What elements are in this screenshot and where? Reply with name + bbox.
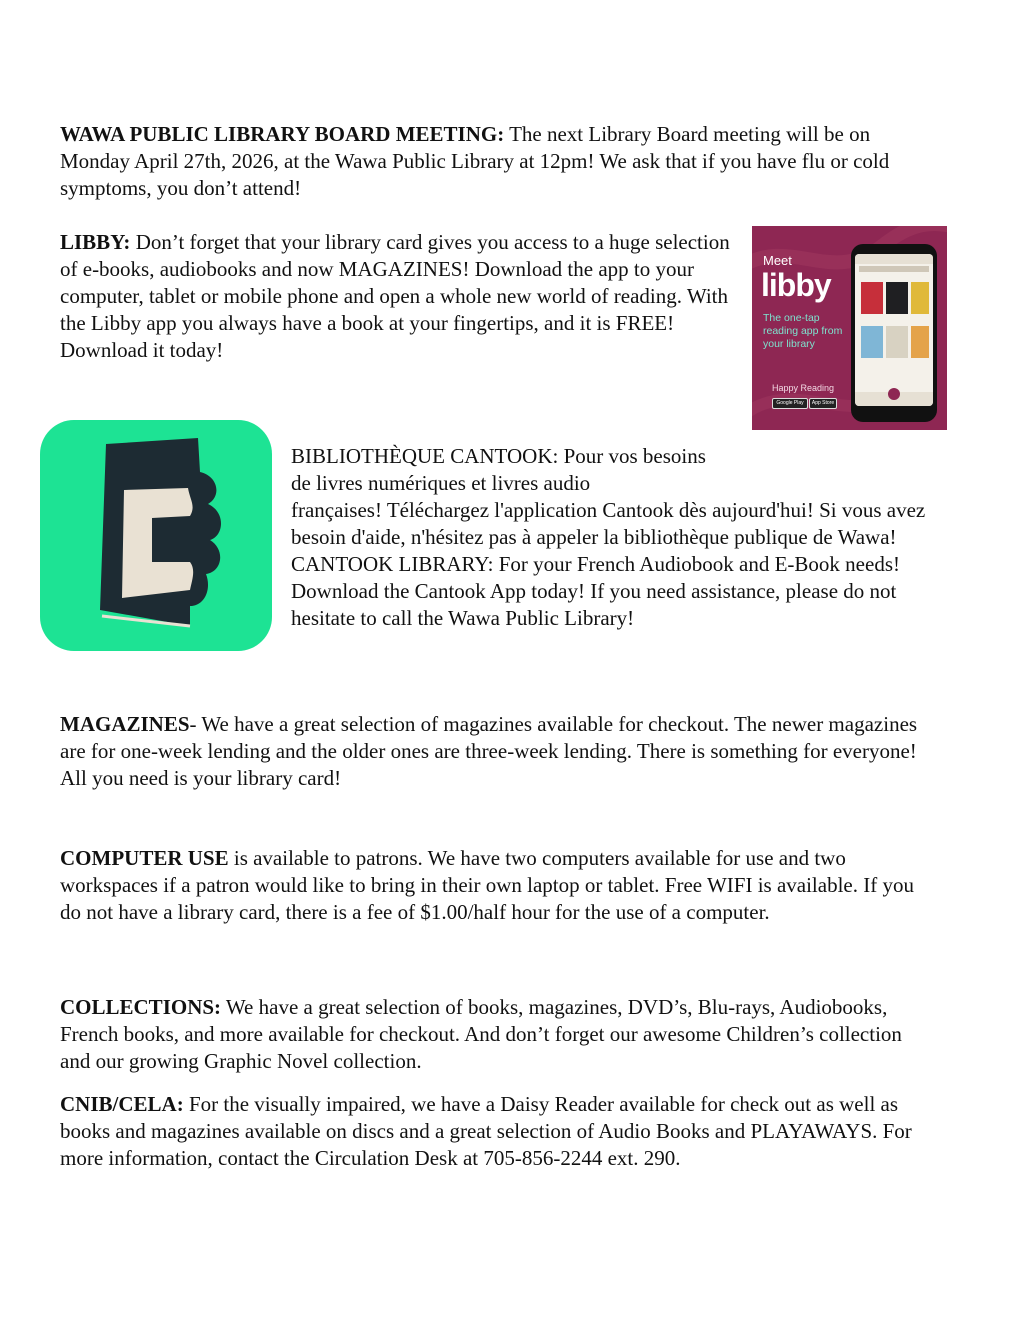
- magazines-heading: MAGAZINES: [60, 712, 190, 736]
- phone-screen: [855, 254, 933, 406]
- cnib-heading: CNIB/CELA:: [60, 1092, 184, 1116]
- cantook-app-icon: [40, 420, 272, 651]
- cantook-section: [291, 443, 931, 632]
- book-cover-icon: [911, 282, 929, 314]
- libby-text: Don’t forget that your library card gives you access to a huge selection of e-books, audiobooks and now MAGAZINES! Download the app to your computer, tablet or mobile phone and open a whole new world of reading. With the Libby app you always have a book at your fingertips, and it is FREE! Download it today!: [60, 230, 730, 362]
- cnib-text: For the visually impaired, we have a Daisy Reader available for check out as well as books and magazines available on discs and a great selection of Audio Books and PLAYAWAYS. For more information, contact the Circulation Desk at 705-856-2244 ext. 290.: [60, 1092, 912, 1170]
- ad-brand-logo: libby: [761, 267, 831, 303]
- computer-use-paragraph: [60, 845, 930, 926]
- cnib-paragraph: [60, 1091, 930, 1172]
- libby-ad-image: [752, 226, 947, 430]
- app-store-badge: App Store: [809, 398, 837, 409]
- computer-use-heading: COMPUTER USE: [60, 846, 229, 870]
- cantook-french-heading: BIBLIOTHÈQUE CANTOOK: Pour vos besoins de livres numériques et livres audio: [291, 444, 706, 495]
- collections-heading: COLLECTIONS:: [60, 995, 222, 1019]
- book-cover-icon: [886, 282, 908, 314]
- book-cover-icon: [861, 282, 883, 314]
- book-cover-icon: [861, 326, 883, 358]
- magazines-section: [60, 711, 940, 792]
- google-play-badge: Google Play: [772, 398, 808, 409]
- cantook-english-text: CANTOOK LIBRARY: For your French Audiobook and E-Book needs! Download the Cantook App today! If you need assistance, please do not hesitate to call the Wawa Public Library!: [291, 552, 900, 630]
- phone-mockup: [851, 244, 937, 422]
- board-meeting-text: The next Library Board meeting will be on Monday April 27th, 2026, at the Wawa Public Library at 12pm! We ask that if you have flu or cold symptoms, you don’t attend!: [60, 122, 890, 200]
- ad-meet-text: Meet: [763, 253, 792, 268]
- board-meeting-paragraph: [60, 121, 940, 202]
- libby-paragraph: [60, 229, 740, 364]
- magazines-paragraph: [60, 711, 940, 765]
- book-cover-icon: [886, 326, 908, 358]
- book-cover-icon: [911, 326, 929, 358]
- ad-tagline: The one-tap reading app from your library: [763, 312, 843, 350]
- board-meeting-heading: WAWA PUBLIC LIBRARY BOARD MEETING:: [60, 122, 505, 146]
- magazines-text-2: All you need is your library card!: [60, 766, 342, 790]
- cantook-french-text: françaises! Téléchargez l'application Cantook dès aujourd'hui! Si vous avez besoin d'aide, n'hésitez pas à appeler la bibliothèque publique de Wawa!: [291, 498, 926, 549]
- collections-text: We have a great selection of books, magazines, DVD’s, Blu-rays, Audiobooks, French books, and more available for checkout. And don’t forget our awesome Children’s collection and our growing Graphic Novel collection.: [60, 995, 902, 1073]
- ad-happy-reading: Happy Reading: [772, 383, 835, 393]
- collections-paragraph: [60, 994, 920, 1075]
- computer-use-text: is available to patrons. We have two computers available for use and two workspaces if a patron would like to bring in their own laptop or tablet. Free WIFI is available. If you do not have a library card, there is a fee of $1.00/half hour for the use of a computer.: [60, 846, 914, 924]
- magazines-text: - We have a great selection of magazines available for checkout. The newer magazines are for one-week lending and the older ones are three-week lending. There is something for everyone!: [60, 712, 918, 763]
- libby-heading: LIBBY:: [60, 230, 131, 254]
